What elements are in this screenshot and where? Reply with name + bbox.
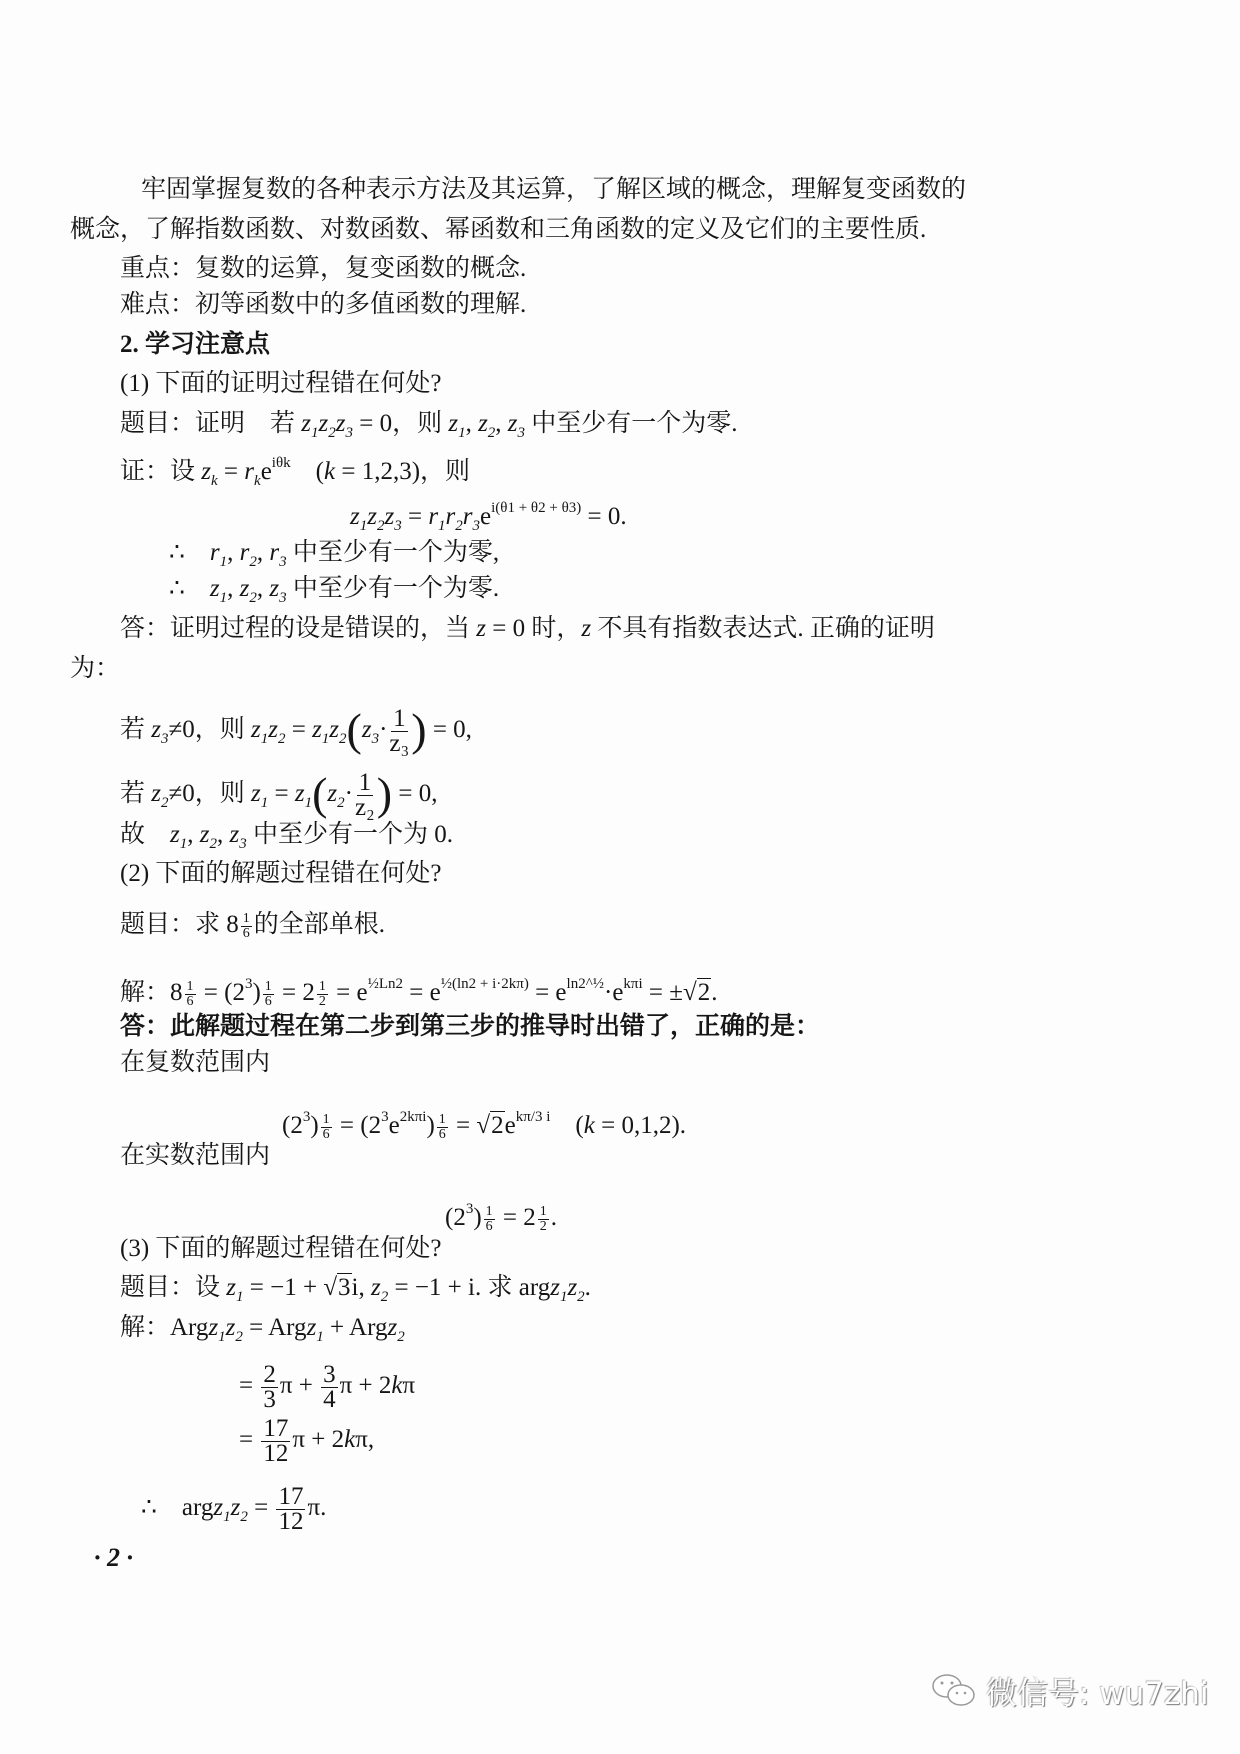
subscript: 1	[179, 836, 188, 852]
numerator: 1	[358, 769, 372, 796]
variable: z	[567, 1274, 578, 1301]
text-line	[70, 215, 926, 245]
big-parenthesis: (	[312, 768, 328, 820]
subscript: 2	[161, 795, 169, 812]
subscript: 3	[345, 425, 353, 441]
text-run: = 0，则	[352, 410, 449, 437]
text-line	[120, 1012, 820, 1042]
subscript: 2	[339, 731, 347, 748]
text-run: 的全部单根.	[253, 911, 386, 938]
text-line	[239, 1417, 374, 1466]
text-line	[120, 448, 470, 496]
text-run: =	[401, 503, 429, 530]
variable: r	[239, 539, 250, 566]
text-run: = 0 时，	[486, 615, 582, 642]
text-run: =	[247, 1494, 275, 1522]
text-line	[239, 1363, 415, 1412]
subscript: 1	[219, 590, 228, 606]
fraction	[484, 1205, 495, 1234]
text-run: = ±	[642, 979, 683, 1006]
subscript: 1	[311, 425, 319, 441]
text-run: = e	[528, 979, 567, 1006]
text-run: 牢固掌握复数的各种表示方法及其运算，了解区域的概念，理解复变函数的	[141, 176, 967, 203]
text-run: ,	[227, 575, 240, 602]
subscript: 3	[394, 518, 402, 534]
text-line	[282, 1102, 686, 1142]
text-run: ,	[227, 539, 240, 566]
text-run: =	[268, 780, 295, 808]
text-run: 题目：证明 若	[120, 410, 302, 437]
text-run: e	[260, 458, 272, 485]
text-run: 在复数范围内	[120, 1049, 271, 1076]
text-line	[350, 493, 627, 541]
fraction	[263, 980, 274, 1009]
subscript: 3	[371, 731, 380, 748]
radicand: 3	[338, 1274, 351, 1301]
square-root	[323, 1273, 351, 1301]
variable: z	[225, 1314, 236, 1341]
numerator: 1	[322, 1112, 330, 1127]
text-line	[120, 290, 526, 320]
text-run: (	[290, 458, 324, 485]
text-line	[120, 1048, 270, 1078]
text-run: =	[449, 1112, 477, 1139]
subscript: 1	[219, 554, 228, 570]
subscript: 1	[559, 1289, 568, 1305]
subscript: 3	[279, 590, 287, 606]
text-run: ∴	[169, 539, 210, 566]
text-run: = 1,2,3)，则	[335, 458, 471, 485]
text-run: 答：证明过程的设是错误的，当	[120, 615, 477, 642]
text-line	[120, 254, 526, 284]
text-run: 证：设	[120, 458, 202, 485]
text-run: 故	[120, 821, 171, 848]
subscript: 2	[240, 1509, 248, 1526]
fraction	[355, 771, 375, 820]
text-run: .	[550, 1204, 558, 1231]
numerator: 1	[318, 979, 326, 994]
text-line	[120, 1273, 591, 1312]
superscript: 3	[244, 976, 253, 992]
numerator: 1	[485, 1204, 493, 1219]
variable: z	[208, 1314, 219, 1341]
denominator: 4	[323, 1386, 336, 1413]
denominator: 6	[485, 1219, 493, 1234]
text-run: π	[402, 1372, 416, 1400]
wechat-icon	[930, 1672, 978, 1710]
numerator: 2	[263, 1361, 276, 1388]
subscript: 1	[236, 1289, 244, 1305]
numerator: 1	[393, 705, 406, 732]
denominator: 6	[186, 994, 194, 1009]
subscript: 2	[487, 425, 496, 441]
variable: z	[250, 716, 261, 744]
text-run: 若	[120, 780, 152, 808]
denominator: z₃	[389, 730, 410, 757]
superscript: ½Ln2	[367, 976, 404, 992]
subscript: 2	[209, 836, 217, 852]
text-run: 中至少有一个为零.	[286, 575, 500, 602]
superscript: ln2^½	[566, 976, 604, 992]
text-run: ,	[216, 821, 230, 848]
text-line	[169, 574, 499, 613]
fraction	[276, 1485, 305, 1534]
variable: z	[387, 1314, 398, 1341]
text-run: 中至少有一个为 0.	[246, 821, 453, 848]
fraction	[261, 1417, 290, 1466]
variable: z	[226, 1274, 236, 1301]
subscript: 2	[277, 731, 286, 748]
big-parenthesis: )	[411, 704, 427, 756]
numerator: 1	[242, 911, 250, 926]
subscript: 1	[359, 518, 368, 534]
variable: z	[476, 615, 486, 642]
text-run: ≠0，则	[168, 780, 251, 808]
text-run: =	[217, 458, 245, 485]
text-run: = 2	[496, 1204, 536, 1231]
fraction	[437, 1113, 448, 1142]
numerator: 1	[186, 979, 194, 994]
subscript: 2	[235, 1329, 243, 1345]
text-run: = Arg	[242, 1314, 307, 1341]
variable: z	[335, 410, 346, 437]
text-line	[120, 969, 717, 1009]
variable: z	[199, 821, 210, 848]
denominator: 12	[263, 1440, 289, 1467]
subscript: 3	[161, 731, 169, 748]
variable: z	[201, 458, 211, 485]
page-number: · 2 ·	[94, 1543, 133, 1572]
watermark	[930, 1668, 1209, 1713]
text-run: = −1 +	[243, 1274, 324, 1301]
text-run: 为：	[70, 655, 121, 682]
denominator: 2	[318, 994, 326, 1009]
variable: z	[294, 780, 305, 808]
text-run: 解：8	[120, 979, 183, 1006]
subscript: k	[254, 473, 261, 489]
text-run: 重点：复数的运算，复变函数的概念.	[120, 255, 527, 282]
fraction	[321, 1363, 338, 1412]
text-run: 概念，了解指数函数、对数函数、幂函数和三角函数的定义及它们的主要性质.	[70, 216, 927, 243]
text-run: = e	[329, 979, 368, 1006]
text-run: ,	[465, 410, 479, 437]
fraction	[317, 980, 328, 1009]
superscript: 2kπi	[399, 1109, 427, 1125]
variable: z	[230, 1494, 241, 1522]
subscript: k	[211, 473, 218, 489]
variable: z	[367, 503, 377, 530]
subscript: 1	[260, 795, 269, 812]
text-line	[120, 330, 270, 360]
text-run: 不具有指数表达式. 正确的证明	[591, 615, 935, 642]
text-run: 中至少有一个为零.	[525, 410, 738, 437]
text-run: π + 2	[292, 1426, 345, 1454]
variable: k	[583, 1112, 595, 1139]
variable: z	[581, 615, 592, 642]
denominator: z₂	[354, 794, 375, 821]
radicand: 2	[697, 979, 711, 1006]
text-run: )	[310, 1112, 319, 1139]
subscript: 1	[218, 1329, 226, 1345]
text-run: (	[550, 1112, 584, 1139]
text-run: (1) 下面的证明过程错在何处?	[120, 370, 442, 397]
text-run: 若	[120, 716, 152, 744]
subscript: 2	[249, 554, 257, 570]
text-line	[120, 768, 438, 821]
text-run: = 0,1,2).	[594, 1112, 687, 1139]
text-run: =	[239, 1426, 260, 1454]
text-run: 中至少有一个为零,	[286, 539, 500, 566]
text-run: + Arg	[323, 1314, 388, 1341]
superscript: kπ/3 i	[515, 1109, 551, 1125]
text-run: 解：Arg	[120, 1314, 209, 1341]
text-run: )	[473, 1204, 482, 1231]
variable: r	[462, 503, 473, 530]
text-run: )	[426, 1112, 435, 1139]
text-run: π +	[279, 1372, 320, 1400]
text-line	[120, 614, 935, 644]
text-run: π,	[355, 1426, 375, 1454]
subscript: 2	[577, 1289, 585, 1305]
text-run: (2	[445, 1204, 466, 1231]
subscript: 2	[455, 518, 463, 534]
variable: r	[445, 503, 456, 530]
text-run: ,	[256, 539, 270, 566]
square-root	[683, 978, 711, 1006]
text-run: .	[584, 1274, 591, 1301]
variable: z	[371, 1274, 381, 1301]
numerator: 3	[323, 1361, 336, 1388]
text-line	[120, 1234, 442, 1264]
text-run: = (2	[333, 1112, 382, 1139]
variable: z	[306, 1314, 317, 1341]
subscript: 1	[223, 1509, 231, 1526]
numerator: 1	[438, 1112, 446, 1127]
variable: z	[507, 410, 518, 437]
text-line	[120, 409, 738, 448]
variable: z	[312, 716, 322, 744]
variable: z	[350, 503, 360, 530]
text-run: =	[285, 716, 313, 744]
denominator: 6	[438, 1127, 446, 1142]
bold-text: 答：此解题过程在第二步到第三步的推导时出错了，正确的是：	[120, 1013, 821, 1040]
text-line	[120, 1313, 405, 1352]
subscript: 1	[321, 731, 330, 748]
text-run: (3) 下面的解题过程错在何处?	[120, 1235, 442, 1262]
text-run: e	[504, 1112, 516, 1139]
variable: z	[151, 716, 161, 744]
variable: r	[269, 539, 280, 566]
text-run: i,	[351, 1274, 371, 1301]
text-run: e	[388, 1112, 400, 1139]
text-run: e	[480, 503, 492, 530]
variable: z	[239, 575, 250, 602]
variable: k	[344, 1426, 356, 1454]
text-run: π.	[307, 1494, 327, 1522]
denominator: 3	[263, 1386, 276, 1413]
subscript: 3	[279, 554, 287, 570]
denominator: 12	[278, 1508, 304, 1535]
text-run: = −1 + i. 求 arg	[388, 1274, 551, 1301]
superscript: ½(ln2 + i·2kπ)	[440, 976, 529, 992]
fraction	[185, 980, 196, 1009]
subscript: 1	[260, 731, 269, 748]
subscript: 1	[438, 518, 446, 534]
subscript: 2	[380, 1289, 389, 1305]
text-run: π + 2	[339, 1372, 392, 1400]
text-run: =	[239, 1372, 260, 1400]
variable: z	[213, 1494, 224, 1522]
text-line	[120, 369, 442, 399]
variable: z	[384, 503, 395, 530]
text-run: ∴	[169, 575, 210, 602]
text-run: ,	[256, 575, 270, 602]
variable: z	[361, 716, 372, 744]
text-line	[120, 1141, 270, 1171]
subscript: 2	[397, 1329, 405, 1345]
subscript: 1	[304, 795, 313, 812]
text-run: (2) 下面的解题过程错在何处?	[120, 860, 442, 887]
text-run: ·e	[604, 979, 624, 1006]
variable: z	[478, 410, 488, 437]
text-run: (2	[282, 1112, 303, 1139]
text-run: ,	[495, 410, 508, 437]
text-run: = (2	[197, 979, 245, 1006]
text-line	[141, 1485, 326, 1534]
variable: r	[209, 539, 220, 566]
superscript: i(θ1 + θ2 + θ3)	[491, 500, 582, 516]
text-run: ≠0，则	[168, 716, 251, 744]
text-run: = 0,	[392, 780, 438, 808]
text-line	[169, 538, 499, 577]
variable: z	[550, 1274, 560, 1301]
variable: z	[209, 575, 220, 602]
variable: r	[244, 458, 255, 485]
text-run: 题目：求 8	[120, 911, 239, 938]
subscript: 3	[517, 425, 526, 441]
text-line	[120, 820, 453, 859]
superscript: 3	[302, 1109, 311, 1125]
variable: z	[301, 410, 311, 437]
variable: z	[229, 821, 240, 848]
fraction	[538, 1205, 549, 1234]
numerator: 17	[278, 1483, 304, 1510]
variable: z	[268, 716, 278, 744]
bold-text: 2. 学习注意点	[120, 331, 271, 358]
fraction	[389, 707, 409, 756]
text-run: 在实数范围内	[120, 1142, 271, 1169]
variable: z	[329, 716, 340, 744]
variable: z	[269, 575, 280, 602]
denominator: 6	[242, 926, 250, 941]
fraction	[321, 1113, 332, 1142]
superscript: 3	[381, 1109, 389, 1125]
radical-sign: √	[683, 979, 697, 1006]
subscript: 2	[328, 425, 336, 441]
variable: z	[327, 780, 338, 808]
denominator: 6	[322, 1127, 330, 1142]
radical-sign: √	[323, 1274, 338, 1301]
text-line	[120, 859, 442, 889]
variable: z	[170, 821, 180, 848]
subscript: 1	[316, 1329, 324, 1345]
radicand: 2	[491, 1112, 504, 1139]
watermark-text: 微信号: wu7zhi	[986, 1676, 1209, 1712]
text-run: ,	[187, 821, 200, 848]
text-run: = e	[403, 979, 441, 1006]
subscript: 1	[458, 425, 466, 441]
numerator: 1	[539, 1204, 547, 1219]
variable: k	[323, 458, 336, 485]
variable: z	[250, 780, 261, 808]
text-run: .	[711, 979, 718, 1006]
variable: k	[391, 1372, 403, 1400]
text-run: = 0,	[426, 716, 472, 744]
subscript: 2	[376, 518, 385, 534]
fraction	[241, 912, 252, 941]
text-run: )	[252, 979, 261, 1006]
text-run: 题目：设	[120, 1274, 227, 1301]
square-root	[476, 1111, 504, 1139]
denominator: 6	[264, 994, 272, 1009]
text-line	[120, 704, 472, 757]
text-run: ∴ arg	[141, 1494, 214, 1522]
subscript: 3	[239, 836, 247, 852]
text-run: ·	[344, 780, 353, 808]
text-run: 难点：初等函数中的多值函数的理解.	[120, 291, 527, 318]
numerator: 1	[264, 979, 272, 994]
text-run: = 0.	[581, 503, 627, 530]
subscript: 2	[337, 795, 345, 812]
variable: r	[428, 503, 439, 530]
text-run: ·	[379, 716, 388, 744]
superscript: iθk	[271, 455, 291, 471]
text-line	[445, 1194, 557, 1234]
superscript: kπi	[623, 976, 643, 992]
text-run: = 2	[275, 979, 315, 1006]
numerator: 17	[263, 1415, 289, 1442]
variable: z	[151, 780, 161, 808]
denominator: 2	[539, 1219, 547, 1234]
fraction	[261, 1363, 278, 1412]
text-line	[120, 910, 385, 941]
radical-sign: √	[476, 1112, 491, 1139]
text-line	[70, 654, 120, 684]
big-parenthesis: )	[376, 768, 393, 820]
variable: z	[448, 410, 459, 437]
subscript: 2	[249, 590, 257, 606]
text-line	[141, 175, 966, 205]
subscript: 3	[472, 518, 481, 534]
variable: z	[318, 410, 329, 437]
big-parenthesis: (	[346, 704, 362, 756]
superscript: 3	[465, 1201, 474, 1217]
